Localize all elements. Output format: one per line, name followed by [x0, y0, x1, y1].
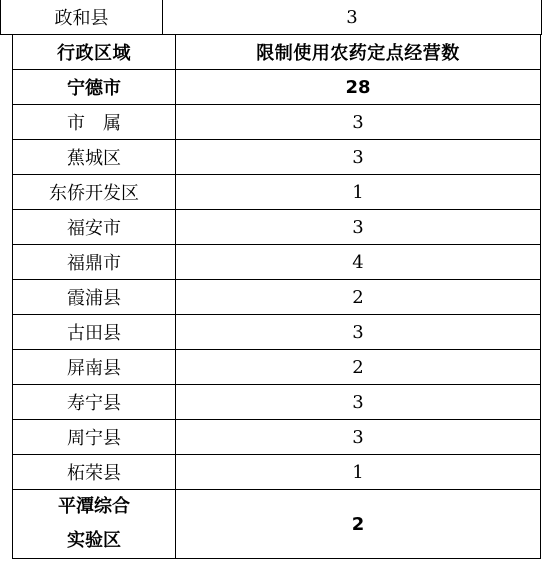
table-row-pingtan	[13, 490, 541, 559]
count-cell: 3	[176, 420, 541, 455]
count-cell: 2	[176, 350, 541, 385]
previous-page-row	[0, 0, 542, 35]
count-cell: 2	[176, 490, 541, 559]
region-cell: 福鼎市	[13, 245, 176, 280]
region-line-2: 实验区	[67, 530, 121, 551]
count-cell: 3	[176, 315, 541, 350]
table-row	[13, 280, 541, 315]
count-cell: 3	[176, 210, 541, 245]
region-cell: 政和县	[1, 0, 163, 35]
table-row-city	[13, 70, 541, 105]
region-cell: 屏南县	[13, 350, 176, 385]
table-row	[13, 315, 541, 350]
table-row	[13, 455, 541, 490]
count-cell: 1	[176, 175, 541, 210]
count-cell: 3	[176, 385, 541, 420]
count-cell: 3	[176, 105, 541, 140]
region-cell: 霞浦县	[13, 280, 176, 315]
table-row	[13, 140, 541, 175]
pesticide-outlet-table	[12, 34, 541, 559]
region-cell: 福安市	[13, 210, 176, 245]
count-cell: 1	[176, 455, 541, 490]
count-cell: 2	[176, 280, 541, 315]
region-cell: 周宁县	[13, 420, 176, 455]
table-row	[13, 420, 541, 455]
table-row	[13, 210, 541, 245]
region-cell: 蕉城区	[13, 140, 176, 175]
region-cell: 宁德市	[13, 70, 176, 105]
region-line-1: 平潭综合	[58, 496, 130, 517]
header-count: 限制使用农药定点经营数	[176, 35, 541, 70]
count-cell: 28	[176, 70, 541, 105]
region-cell: 柘荣县	[13, 455, 176, 490]
header-region: 行政区域	[13, 35, 176, 70]
region-cell: 市 属	[13, 105, 176, 140]
table-row	[13, 385, 541, 420]
count-cell: 3	[176, 140, 541, 175]
region-cell: 东侨开发区	[13, 175, 176, 210]
table-row	[1, 0, 542, 35]
region-cell: 寿宁县	[13, 385, 176, 420]
region-cell: 古田县	[13, 315, 176, 350]
table-row	[13, 175, 541, 210]
count-cell: 3	[163, 0, 542, 35]
table-row	[13, 105, 541, 140]
count-cell: 4	[176, 245, 541, 280]
table-header-row	[13, 35, 541, 70]
table-row	[13, 245, 541, 280]
table-row	[13, 350, 541, 385]
region-cell	[13, 490, 176, 559]
